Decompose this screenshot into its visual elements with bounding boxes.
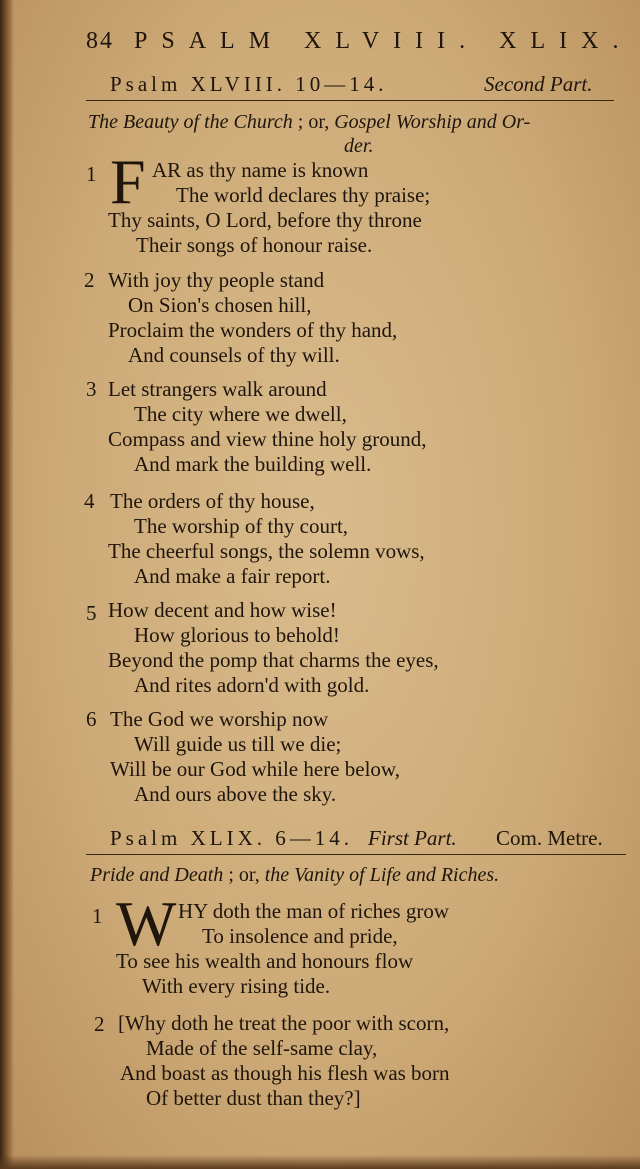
verse-line: And boast as though his flesh was born	[120, 1061, 450, 1085]
psalm-49-heading	[110, 826, 353, 851]
psalm-48-title: Psalm XLVIII. 10—14.	[110, 72, 388, 96]
heading-rule	[86, 854, 626, 855]
verse-line: And ours above the sky.	[134, 782, 337, 806]
page-gutter-shadow	[0, 0, 14, 1169]
stanza-number: 4	[84, 489, 95, 513]
running-head-title: PSALM XLVIII. XLIX.	[134, 28, 633, 54]
verse-line: The God we worship now	[110, 707, 329, 731]
verse-line: With every rising tide.	[142, 974, 331, 998]
verse-line: And counsels of thy will.	[128, 343, 340, 367]
stanza-number: 1	[86, 162, 97, 186]
verse-line: And make a fair report.	[134, 564, 331, 588]
stanza-number: 2	[84, 268, 95, 292]
stanza-number: 6	[86, 707, 97, 731]
psalm-49-subtitle-b: the Vanity of Life and Riches.	[264, 864, 500, 886]
verse-line: How decent and how wise!	[108, 598, 337, 622]
psalm-49-subtitle-sep: ; or,	[228, 864, 260, 886]
psalm-49-subtitle	[90, 864, 499, 887]
verse-line: The worship of thy court,	[134, 514, 349, 538]
verse-line: The city where we dwell,	[134, 402, 347, 426]
verse-line: AR as thy name is known	[152, 158, 369, 182]
verse-line: Beyond the pomp that charms the eyes,	[108, 648, 439, 672]
verse-line: Compass and view thine holy ground,	[108, 427, 427, 451]
page-number: 84	[86, 28, 114, 54]
heading-rule	[86, 100, 614, 101]
verse-line: To insolence and pride,	[202, 924, 398, 948]
psalm-49-title: Psalm XLIX. 6—14.	[110, 826, 353, 850]
psalm-48-subtitle-sep: ; or,	[297, 111, 330, 133]
psalm-49-part: First Part.	[368, 826, 457, 850]
verse-line: The cheerful songs, the solemn vows,	[108, 539, 425, 563]
verse-line: Thy saints, O Lord, before thy throne	[108, 208, 422, 232]
psalm-49-metre: Com. Metre.	[496, 826, 603, 850]
stanza-number: 5	[86, 601, 97, 625]
verse-line: On Sion's chosen hill,	[128, 293, 312, 317]
running-head	[86, 28, 632, 55]
verse-line: To see his wealth and honours flow	[116, 949, 414, 973]
psalm-48-subtitle-a: The Beauty of the Church	[88, 111, 293, 133]
stanza-number: 1	[92, 904, 103, 928]
stanza-number: 2	[94, 1012, 105, 1036]
verse-line: And rites adorn'd with gold.	[134, 673, 370, 697]
verse-line: Let strangers walk around	[108, 377, 327, 401]
stanza-number: 3	[86, 377, 97, 401]
verse-line: Will be our God while here below,	[110, 757, 400, 781]
verse-line: With joy thy people stand	[108, 268, 325, 292]
verse-line: [Why doth he treat the poor with scorn,	[118, 1011, 450, 1035]
psalm-48-part: Second Part.	[484, 72, 593, 96]
verse-line: Will guide us till we die;	[134, 732, 342, 756]
drop-cap-letter: W	[116, 888, 177, 959]
psalm-48-heading	[110, 72, 388, 97]
page-bottom-shadow	[0, 1155, 640, 1169]
verse-line: Proclaim the wonders of thy hand,	[108, 318, 398, 342]
verse-line: Their songs of honour raise.	[136, 233, 373, 257]
drop-cap-letter: F	[110, 146, 146, 217]
verse-line: Of better dust than they?]	[146, 1086, 361, 1110]
verse-line: The world declares thy praise;	[176, 183, 431, 207]
psalm-48-subtitle-b: Gospel Worship and Or-	[334, 111, 531, 133]
verse-line: HY doth the man of riches grow	[178, 899, 449, 923]
verse-line: Made of the self-same clay,	[146, 1036, 378, 1060]
psalm-48-subtitle-c: der.	[344, 135, 374, 157]
verse-line: The orders of thy house,	[110, 489, 315, 513]
verse-line: How glorious to behold!	[134, 623, 340, 647]
psalm-48-subtitle	[88, 111, 530, 134]
psalm-49-subtitle-a: Pride and Death	[90, 864, 224, 886]
verse-line: And mark the building well.	[134, 452, 372, 476]
